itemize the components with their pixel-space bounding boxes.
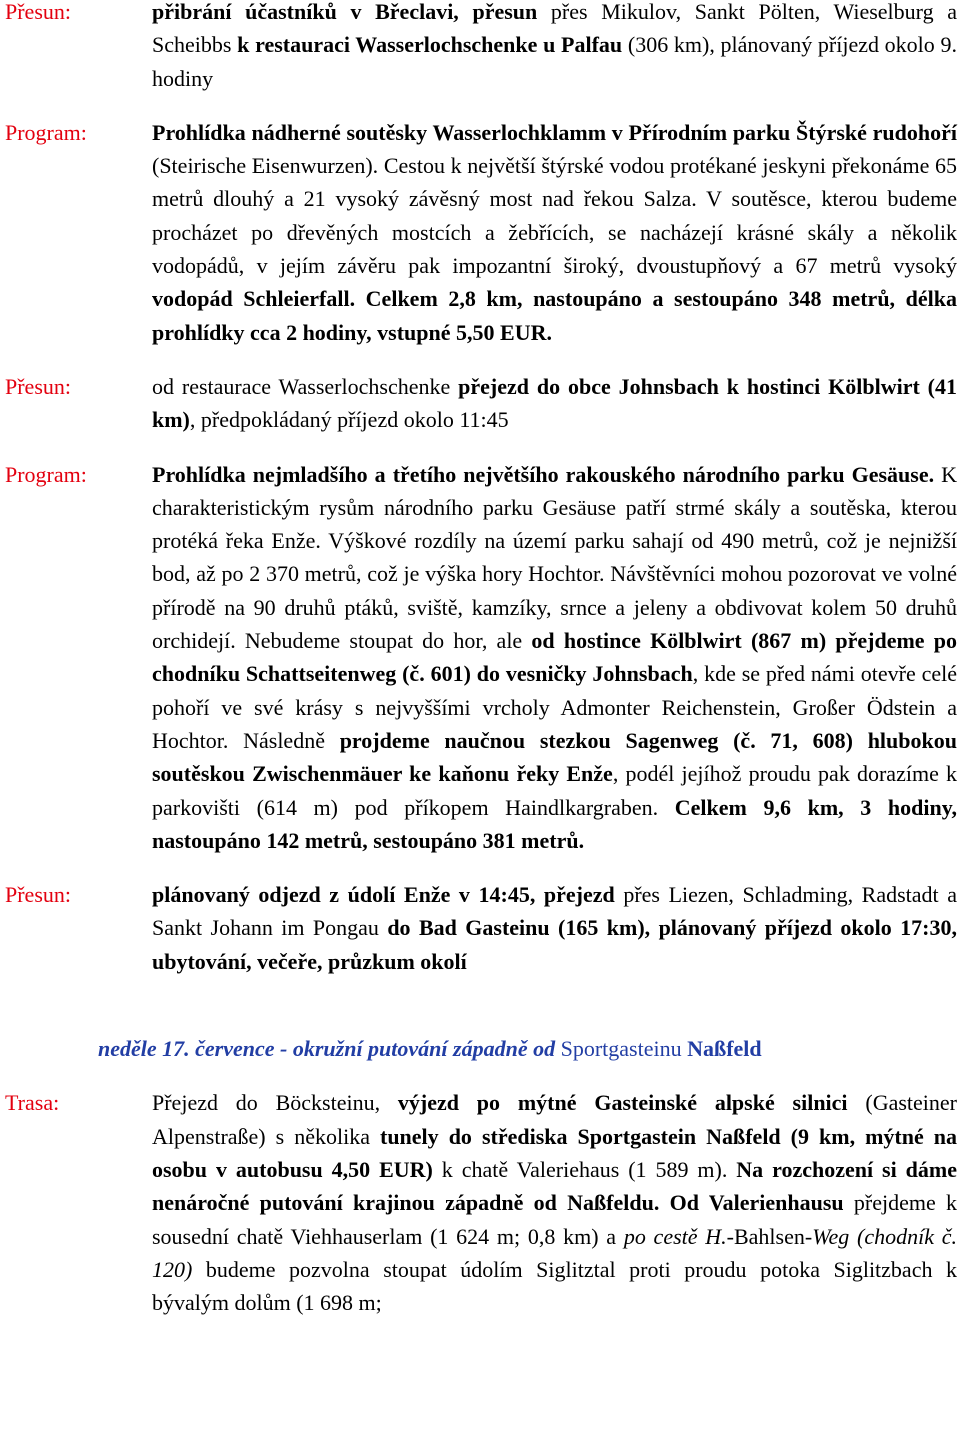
text-run: přejezd do obce Johnsbach k hostinci Kölblwirt (41 km)	[152, 373, 957, 433]
text-run: k restauraci Wasserlochschenke u Palfau	[237, 32, 623, 58]
entry-label: Přesun:	[5, 373, 71, 399]
text-run: přibrání účastníků v Břeclavi, přesun	[152, 0, 538, 24]
text-run: neděle 17. července - okružní putování západně od	[98, 1036, 556, 1062]
text-run: od restaurace Wasserlochschenke	[152, 373, 459, 399]
text-run: , kde se před námi otevře celé pohoří ve své krásy s nejvyššími vrcholy Admonter Reichenstein, Großer Ödstein a Hochtor. Následně	[152, 661, 957, 753]
entry-label: Přesun:	[5, 882, 71, 908]
text-run: Prohlídka nejmladšího a třetího největšího rakouského národního parku Gesäuse.	[152, 461, 935, 487]
text-run: plánovaný odjezd z údolí Enže v 14:45, přejezd	[152, 882, 615, 908]
text-run: přejdeme k sousední chatě Viehhauserlam (1 624 m; 0,8 km) a	[152, 1190, 957, 1249]
text-run: (Gasteiner Alpenstraße) s několika	[152, 1090, 957, 1149]
itinerary-entry	[0, 370, 960, 437]
itinerary-entry	[0, 1086, 960, 1319]
text-run: do Bad Gasteinu (165 km), plánovaný příjezd okolo 17:30, ubytování, večeře, průzkum okolí	[152, 915, 957, 974]
text-run: , podél jejíhož proudu pak dorazíme k parkovišti (614 m) pod příkopem Haindlkargraben.	[152, 761, 957, 820]
entry-text	[152, 370, 957, 437]
text-run: po cestě H.	[623, 1223, 727, 1249]
text-run: tunely do střediska Sportgastein Naßfeld (9 km, mýtné na osobu v autobusu 4,50 EUR)	[152, 1123, 958, 1182]
text-run: přes Mikulov, Sankt Pölten, Wieselburg a Scheibbs	[152, 0, 958, 58]
entry-label: Program:	[5, 461, 87, 487]
text-run: Přejezd do Böcksteinu,	[152, 1090, 398, 1116]
text-run: vodopád Schleierfall. Celkem 2,8 km, nastoupáno a sestoupáno 348 metrů, délka prohlídky cca 2 hodiny, vstupné 5,50 EUR.	[152, 286, 957, 345]
text-run: Sportgasteinu	[555, 1036, 682, 1062]
entry-text	[152, 458, 957, 858]
text-run: Na rozchození si dáme nenáročné putování krajinou západně od Naßfeldu. Od Valerienhausu	[152, 1156, 957, 1216]
text-run: K charakteristickým rysům národního parku Gesäuse patří strmé skály a soutěska, kterou protéká řeka Enže. Výškové rozdíly na území parku sahají od 490 metrů, což je nejnižší bod, až po 2 370 metrů, což je výška hory Hochtor. Návštěvníci mohou pozorovat ve volné přírodě na 90 druhů ptáků, sviště, kamzíky, srnce a jeleny a obdivovat kolem 50 druhů orchidejí. Nebudeme stoupat do hor, ale	[152, 461, 957, 654]
itinerary-entry	[0, 458, 960, 858]
text-run: Naßfeld	[681, 1036, 762, 1062]
text-run: projdeme naučnou stezkou Sagenweg (č. 71, 608) hlubokou soutěskou Zwischenmäuer ke kaňonu řeky Enže	[152, 727, 957, 787]
entry-text	[152, 0, 957, 95]
text-run: Weg (chodník č. 120)	[152, 1223, 957, 1282]
itinerary-entry	[0, 116, 960, 349]
text-run: (Steirische Eisenwurzen). Cestou k největší štýrské vodou protékané jeskyni překonáme 65 metrů dlouhý a 21 vysoký závěsný most nad řekou Salza. V soutěsce, kterou budeme procházet po dřevěných mostcích a žebřících, se nacházejí krásné skály a několik vodopádů, v jejím závěru pak impozantní široký, dvoustupňový a 67 metrů vysoký	[152, 153, 957, 279]
itinerary-entry	[0, 878, 960, 978]
entry-text	[152, 1086, 957, 1319]
text-run: budeme pozvolna stoupat údolím Siglitztal proti proudu potoka Siglitzbach k bývalým dolům (1 698 m;	[152, 1256, 957, 1316]
text-run: , předpokládaný příjezd okolo 11:45	[189, 407, 509, 433]
entry-text	[152, 878, 957, 978]
text-run: Celkem 9,6 km, 3 hodiny, nastoupáno 142 metrů, sestoupáno 381 metrů.	[152, 794, 958, 853]
entry-label: Trasa:	[5, 1090, 60, 1116]
entry-text	[152, 116, 957, 349]
text-run: (306 km), plánovaný příjezd okolo 9. hodiny	[152, 32, 957, 91]
text-run: od hostince Kölblwirt (867 m) přejdeme po chodníku Schattseitenweg (č. 601) do vesničky Johnsbach	[152, 628, 958, 687]
text-run: výjezd po mýtné Gasteinské alpské silnici	[397, 1090, 848, 1116]
text-run: přes Liezen, Schladming, Radstadt a Sankt Johann im Pongau	[152, 882, 957, 941]
text-run: Prohlídka nádherné soutěsky Wasserlochklamm v Přírodním parku Štýrské rudohoří	[152, 119, 957, 145]
text-run: k chatě Valeriehaus (1 589 m).	[432, 1156, 737, 1182]
entry-label: Program:	[5, 119, 87, 145]
text-run: -Bahlsen-	[726, 1223, 813, 1249]
itinerary-entry	[0, 0, 960, 95]
day-heading	[0, 1032, 960, 1065]
entry-label: Přesun:	[5, 0, 71, 24]
